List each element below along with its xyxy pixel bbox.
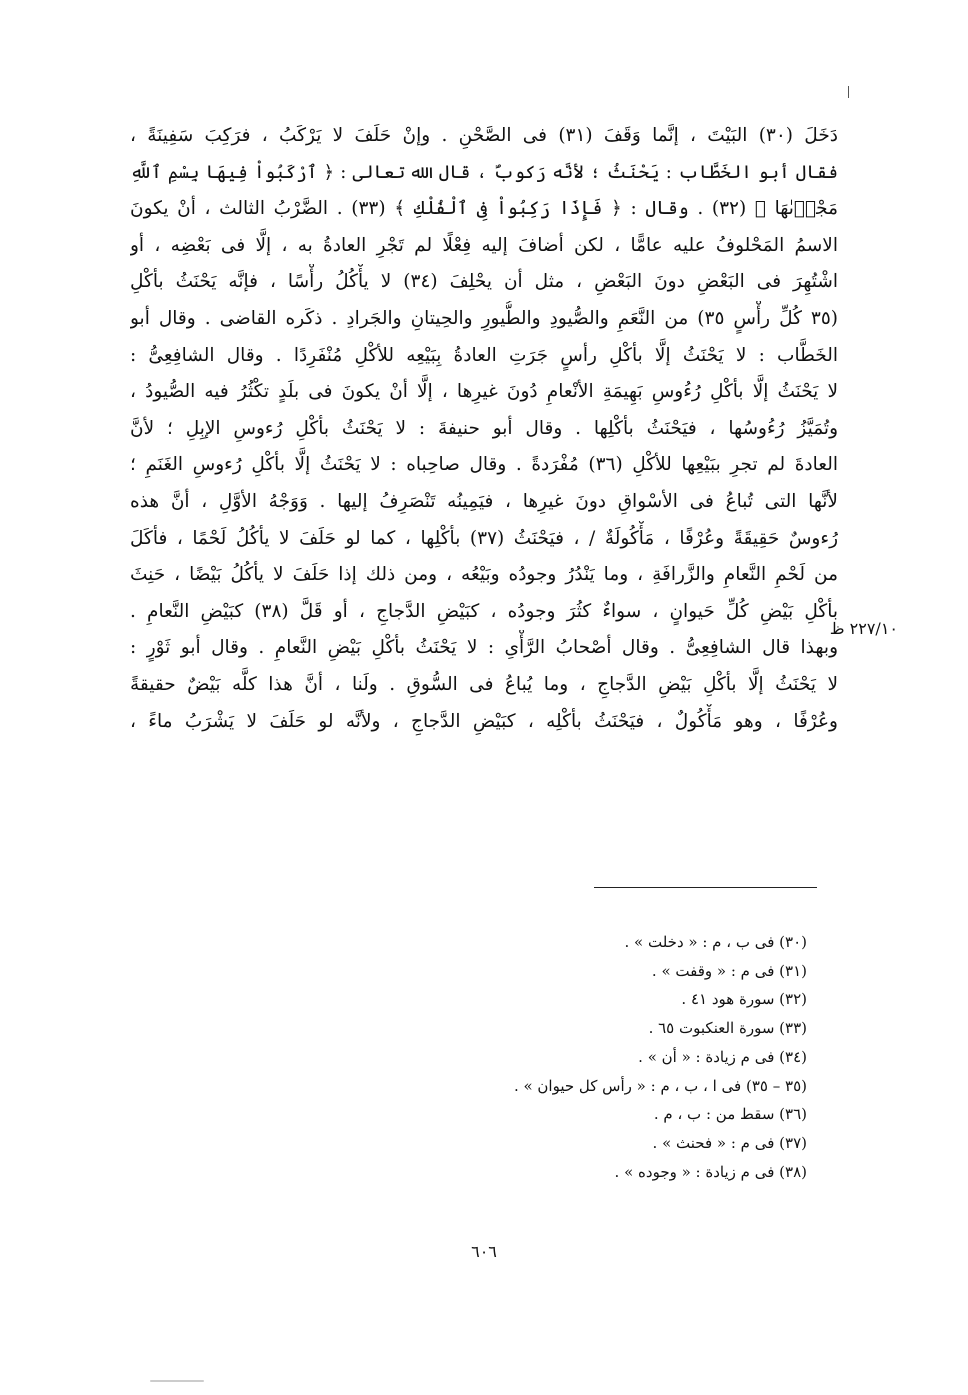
footnote: (٣١) فى م : « وقفت » . [651,961,807,980]
footnote: (٣٥ – ٣٥) فى ا ، ب ، م : « رأس كل حيوان » . [513,1076,807,1095]
footnotes-block [300,928,807,1186]
text-line: لا يَحْنَثُ إلَّا بأكْلِ رُءُوسِ بَهِيمَةِ الأنْعامِ دُونَ غيرِها ، إلَّا أنْ يكونَ فى بلَدٍ تكْثُرُ فيه الصُّيودُ ، [130,381,838,403]
manuscript-folio-note: ٢٢٧/١٠ ظ [829,619,898,638]
text-line: وبهذا قال الشافِعِىُّ . وقال أصْحابُ الرَّأْىِ : لا يَحْنَثُ بأكْلِ بَيْضِ النَّعامِ . وقال أبو ثَوْرٍ : [130,637,838,659]
text-line: وتُمَيَّزُ رُءُوسُها ، فيَحْنَثُ بأكْلِها . وقال أبو حنيفةَ : لا يَحْنَثُ بأكْلِ رُءوسِ الإبِلِ ؛ لأنَّ [130,417,838,439]
text-line: (٣٥ كُلِّ رأْسٍ ٣٥) من النَّعَمِ والصُّيودِ والطُّيورِ والحِيتانِ والجَرادِ . ذكَره القاضى . وقال أبو [130,307,838,329]
text-line: فقال أبو الخَطَّاب : يَحْنَثُ ؛ لأنَّه رَكوبٌ ، قال الله تعالى : ﴿ ٱرْكَبُواْ فِيهَا بِسْمِ ٱللَّهِ [130,161,838,183]
text-line: العادةَ لم تجرِ ببَيْعِها للأكْلِ (٣٦) مُفْرَدةً . وقال صاحِباه : لا يَحْنَثُ إلَّا بأكْلِ رُءوسِ الغَنَمِ ؛ [130,454,838,476]
text-line: مَجْرٖىٰهَا ﴾ (٣٢) . وقال : ﴿ فَإِذَا رَكِبُواْ فِى ٱلْفُلْكِ ﴾ (٣٣) . الضَّرْبُ الثالث ، أنْ يكونَ [130,198,838,220]
text-line: لا يَحْنَثُ إلَّا بأكْلِ بَيْضِ الدَّجاجِ ، وما يُباعُ فى السُّوقِ . ولَنا ، أنَّ هذا كلَّه بَيْضٌ حقيقةً [130,673,838,695]
text-line: الاسمُ المَحْلوفُ عليه عامًّا ، لكن أضافَ إليه فِعْلًا لم تَجْرِ العادةُ به ، إلَّا فى بَعْضِه ، أو [130,234,838,256]
footnote-separator [594,887,817,888]
scan-artifact [150,1380,204,1382]
footnote: (٣٦) سقط من : ب ، م . [653,1105,807,1124]
text-line: اشْتُهِرَ فى البَعْضِ دونَ البَعْضِ ، مثل أن يحْلِفَ (٣٤) لا يأْكُلُ رأْسًا ، فإنَّه يَحْنَثُ بأكْلِ [130,271,838,293]
footnote: (٣٣) سورة العنكبوت ٦٥ . [648,1019,807,1038]
text-line: وعُرْفًا ، وهو مَأْكُولٌ ، فيَحْنَثُ بأكْلِه ، كبَيْضِ الدَّجاجِ ، ولأنَّه لو حَلَفَ لا يَشْرَبُ ماءً ، [130,710,838,732]
text-line: لأنَّها التى تُباعُ فى الأسْواقِ دونَ غيرِها ، فيَمِينُه تَنْصَرِفُ إليها . وَوَجْهُ الأوَّلِ ، أنَّ هذه [130,490,838,512]
text-line: من لَحْمِ النَّعامِ والزَّرافَةِ ، وما يَنْدُرُ وجودُه وبَيْعُه ، ومن ذلك إذا حَلَفَ لا يأكُلُ بَيْضًا ، حَنِثَ [130,564,838,586]
page-top-mark [848,86,849,98]
main-text-block [130,118,838,740]
text-line: الخَطَّاب : لا يَحْنَثُ إلَّا بأكْلِ رأسٍ جَرَتِ العادةُ بِبَيْعِه للأكْلِ مُنْفَرِدًا . وقال الشافِعِىُّ : [130,344,838,366]
footnote: (٣٢) سورة هود ٤١ . [681,990,807,1009]
footnote: (٣٠) فى ب ، م : « دخلت » . [624,933,807,951]
footnote: (٣٤) فى م زيادة : « أن » . [638,1047,807,1066]
page-number: ٦٠٦ [471,1242,497,1261]
text-line: بأكْلِ بَيْضِ كُلِّ حَيوانٍ ، سواءٌ كثُرَ وجودُه ، كبَيْضِ الدَّجاجِ ، أو قَلَّ (٣٨) كبَيْضِ النَّعامِ . [130,600,838,622]
footnote: (٣٨) فى م زيادة : « وجوده » . [614,1162,807,1181]
footnote: (٣٧) فى م : « فحنث » . [652,1133,807,1152]
text-line: دَخَلَ (٣٠) البَيْتَ ، إنَّما وَقَفَ (٣١) فى الصَّحْنِ . وإنْ حَلَفَ لا يَرْكَبُ ، فرَكِبَ سَفِينَةً ، [130,125,838,146]
text-line: رُءوسٌ حَقِيقَةً وعُرْفًا ، مَأْكُولَةٌ / ، فيَحْنَثُ (٣٧) بأكْلِها ، كما لو حَلَفَ لا يأكُلُ لَحْمًا ، فأكَلَ [130,527,838,549]
